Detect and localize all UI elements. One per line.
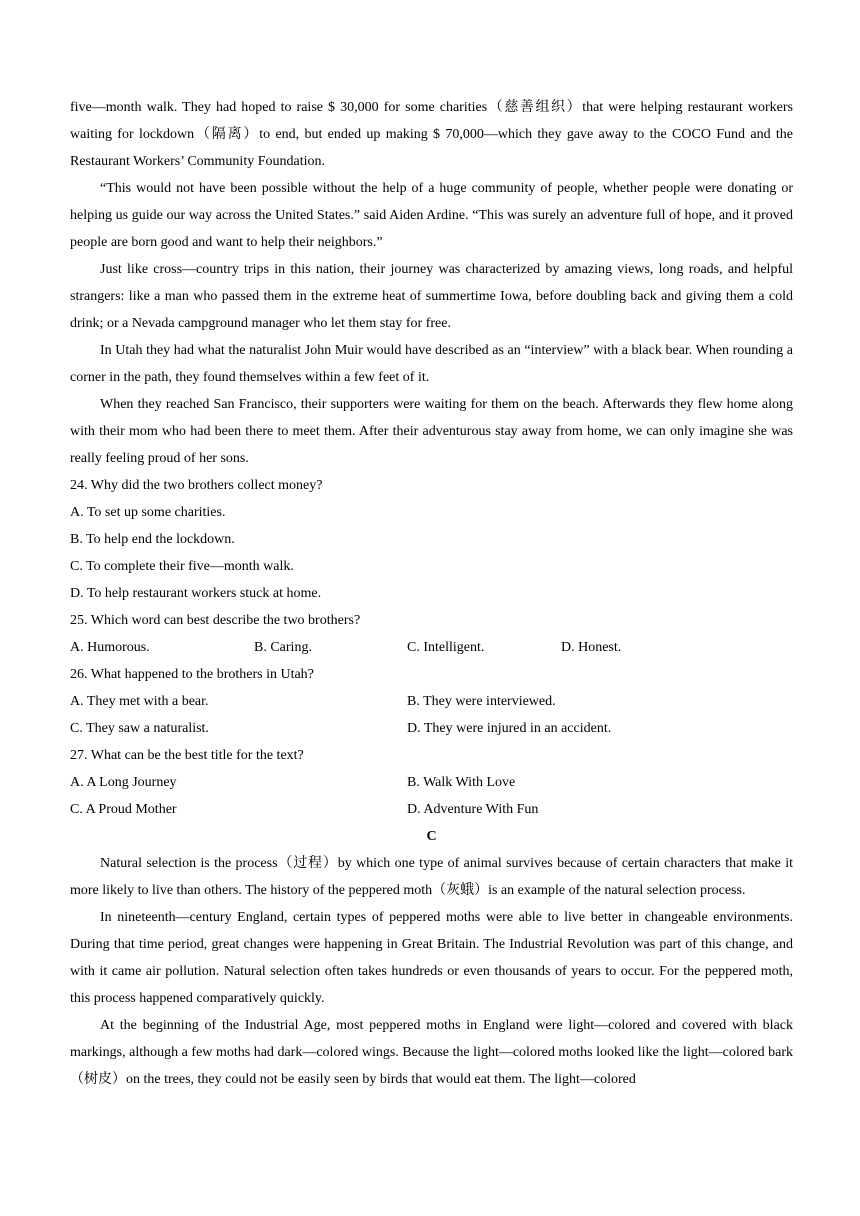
passage-b-paragraph-3: Just like cross—country trips in this nation, their journey was characterized by amazing views, long roads, and helpful strangers: like a man who passed them in the extreme heat of summertime Iowa, before doubling back and giving them a cold drink; or a Nevada campground manager who let them stay for free. xyxy=(70,262,793,331)
option-c: C. To complete their five—month walk. xyxy=(70,559,294,574)
question-26 xyxy=(70,661,793,742)
option-c: C. Intelligent. xyxy=(407,640,485,655)
question-stem: 26. What happened to the brothers in Utah? xyxy=(70,667,314,682)
question-stem: 24. Why did the two brothers collect money? xyxy=(70,478,323,493)
document-page xyxy=(70,94,793,1093)
question-27 xyxy=(70,742,793,823)
option-a: A. They met with a bear. xyxy=(70,694,209,709)
passage-b-paragraph-4: In Utah they had what the naturalist John Muir would have described as an “interview” with a black bear. When rounding a corner in the path, they found themselves within a few feet of it. xyxy=(70,343,793,385)
options-row xyxy=(70,688,793,715)
passage-c-paragraph-1: Natural selection is the process（过程）by which one type of animal survives because of certain characters that make it more likely to live than others. The history of the peppered moth（灰蛾）is an example of the natural selection process. xyxy=(70,856,793,898)
options-row xyxy=(70,715,793,742)
section-heading: C xyxy=(426,829,437,844)
option-c: C. They saw a naturalist. xyxy=(70,721,209,736)
option-c: C. A Proud Mother xyxy=(70,802,177,817)
option-a: A. A Long Journey xyxy=(70,775,177,790)
option-d: D. They were injured in an accident. xyxy=(407,721,612,736)
options-row xyxy=(70,796,793,823)
options-row xyxy=(70,769,793,796)
option-a: A. Humorous. xyxy=(70,640,150,655)
passage-c-paragraph-2: In nineteenth—century England, certain types of peppered moths were able to live better in changeable environments. During that time period, great changes were happening in Great Britain. The Industrial Revolution was part of this change, and with it came air pollution. Natural selection often takes hundreds or even thousands of years to occur. For the peppered moth, this process happened comparatively quickly. xyxy=(70,910,793,1006)
option-b: B. They were interviewed. xyxy=(407,694,556,709)
question-25 xyxy=(70,607,793,661)
option-b: B. To help end the lockdown. xyxy=(70,532,235,547)
passage-b-paragraph-2: “This would not have been possible without the help of a huge community of people, whether people were donating or helping us guide our way across the United States.” said Aiden Ardine. “This was surely an adventure full of hope, and it proved people are born good and want to help their neighbors.” xyxy=(70,181,793,250)
options-row xyxy=(70,634,793,661)
option-b: B. Caring. xyxy=(254,640,312,655)
question-stem: 25. Which word can best describe the two brothers? xyxy=(70,613,361,628)
passage-b-paragraph-1: five—month walk. They had hoped to raise $ 30,000 for some charities（慈善组织）that were helping restaurant workers waiting for lockdown（隔离）to end, but ended up making $ 70,000—which they gave away to the COCO Fund and the Restaurant Workers’ Community Foundation. xyxy=(70,100,793,169)
option-d: D. Adventure With Fun xyxy=(407,802,539,817)
question-stem: 27. What can be the best title for the text? xyxy=(70,748,304,763)
option-b: B. Walk With Love xyxy=(407,775,516,790)
option-d: D. Honest. xyxy=(561,640,622,655)
question-24 xyxy=(70,472,793,607)
option-d: D. To help restaurant workers stuck at home. xyxy=(70,586,322,601)
passage-c-paragraph-3: At the beginning of the Industrial Age, most peppered moths in England were light—colored and covered with black markings, although a few moths had dark—colored wings. Because the light—colored moths looked like the light—colored bark（树皮）on the trees, they could not be easily seen by birds that would eat them. The light—colored xyxy=(70,1018,793,1087)
passage-b-paragraph-5: When they reached San Francisco, their supporters were waiting for them on the beach. Afterwards they flew home along with their mom who had been there to meet them. After their adventurous stay away from home, we can only imagine she was really feeling proud of her sons. xyxy=(70,397,793,466)
option-a: A. To set up some charities. xyxy=(70,505,226,520)
